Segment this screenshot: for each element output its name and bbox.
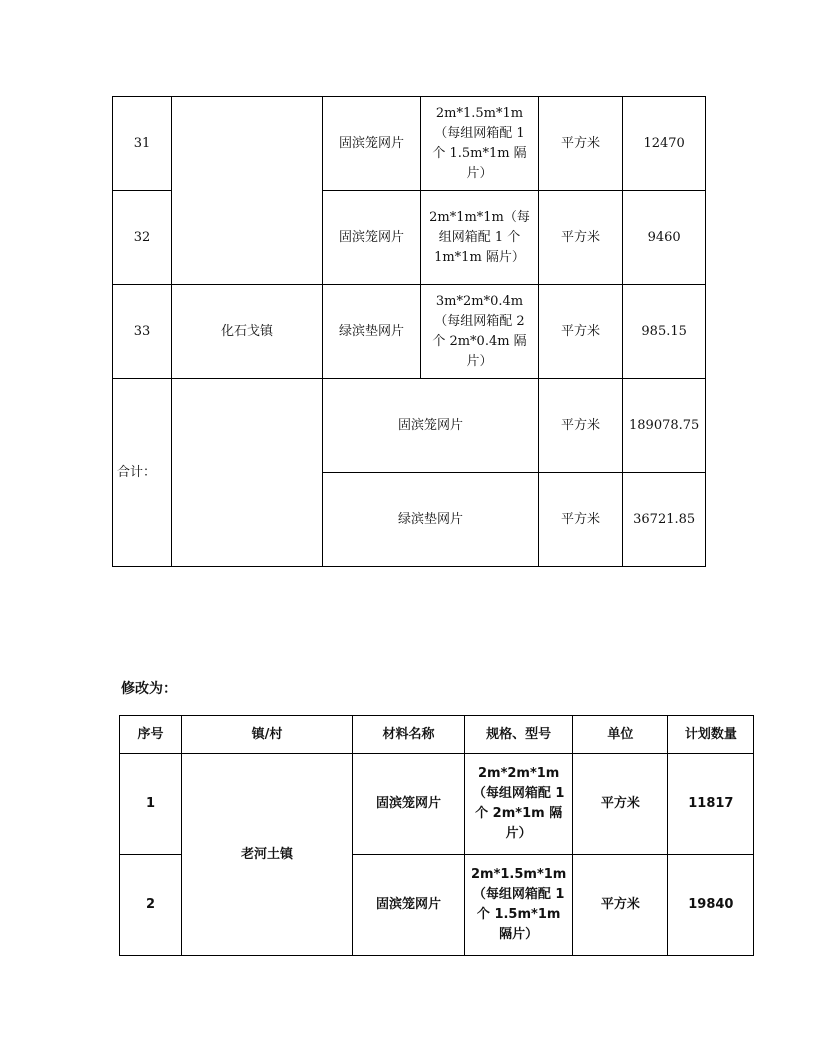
table-row [113, 97, 706, 191]
unit: 平方米 [539, 191, 623, 285]
total-town-cell [172, 379, 323, 567]
unit: 平方米 [573, 754, 668, 855]
town-name: 化石戈镇 [172, 285, 323, 379]
unit: 平方米 [573, 855, 668, 956]
quantity: 9460 [623, 191, 706, 285]
material-name: 固滨笼网片 [323, 97, 421, 191]
quantity: 19840 [668, 855, 754, 956]
quantity: 985.15 [623, 285, 706, 379]
header-quantity: 计划数量 [668, 716, 754, 754]
header-town: 镇/村 [182, 716, 353, 754]
material-name: 固滨笼网片 [353, 855, 465, 956]
revised-table [119, 715, 754, 956]
total-unit: 平方米 [539, 473, 623, 567]
town-name: 老河土镇 [182, 754, 353, 956]
material-name: 固滨笼网片 [353, 754, 465, 855]
material-name: 固滨笼网片 [323, 191, 421, 285]
total-quantity: 36721.85 [623, 473, 706, 567]
unit: 平方米 [539, 97, 623, 191]
header-row [120, 716, 754, 754]
header-unit: 单位 [573, 716, 668, 754]
spec: 2m*1m*1m（每组网箱配 1 个 1m*1m 隔片） [421, 191, 539, 285]
row-number: 32 [113, 191, 172, 285]
total-material: 绿滨垫网片 [323, 473, 539, 567]
quantity: 11817 [668, 754, 754, 855]
header-no: 序号 [120, 716, 182, 754]
town-cell [172, 97, 323, 285]
spec: 2m*2m*1m（每组网箱配 1 个 2m*1m 隔片） [465, 754, 573, 855]
total-unit: 平方米 [539, 379, 623, 473]
section-heading: 修改为： [121, 681, 177, 697]
spec: 2m*1.5m*1m（每组网箱配 1 个 1.5m*1m 隔片） [465, 855, 573, 956]
total-quantity: 189078.75 [623, 379, 706, 473]
quantity: 12470 [623, 97, 706, 191]
row-number: 31 [113, 97, 172, 191]
row-number: 33 [113, 285, 172, 379]
unit: 平方米 [539, 285, 623, 379]
material-name: 绿滨垫网片 [323, 285, 421, 379]
spec: 2m*1.5m*1m（每组网箱配 1 个 1.5m*1m 隔片） [421, 97, 539, 191]
row-number: 1 [120, 754, 182, 855]
table-row [113, 285, 706, 379]
row-number: 2 [120, 855, 182, 956]
header-material: 材料名称 [353, 716, 465, 754]
total-material: 固滨笼网片 [323, 379, 539, 473]
total-row [113, 379, 706, 473]
total-label: 合计： [113, 379, 172, 567]
header-spec: 规格、型号 [465, 716, 573, 754]
table-row [120, 754, 754, 855]
original-table [112, 96, 706, 567]
spec: 3m*2m*0.4m（每组网箱配 2 个 2m*0.4m 隔片） [421, 285, 539, 379]
